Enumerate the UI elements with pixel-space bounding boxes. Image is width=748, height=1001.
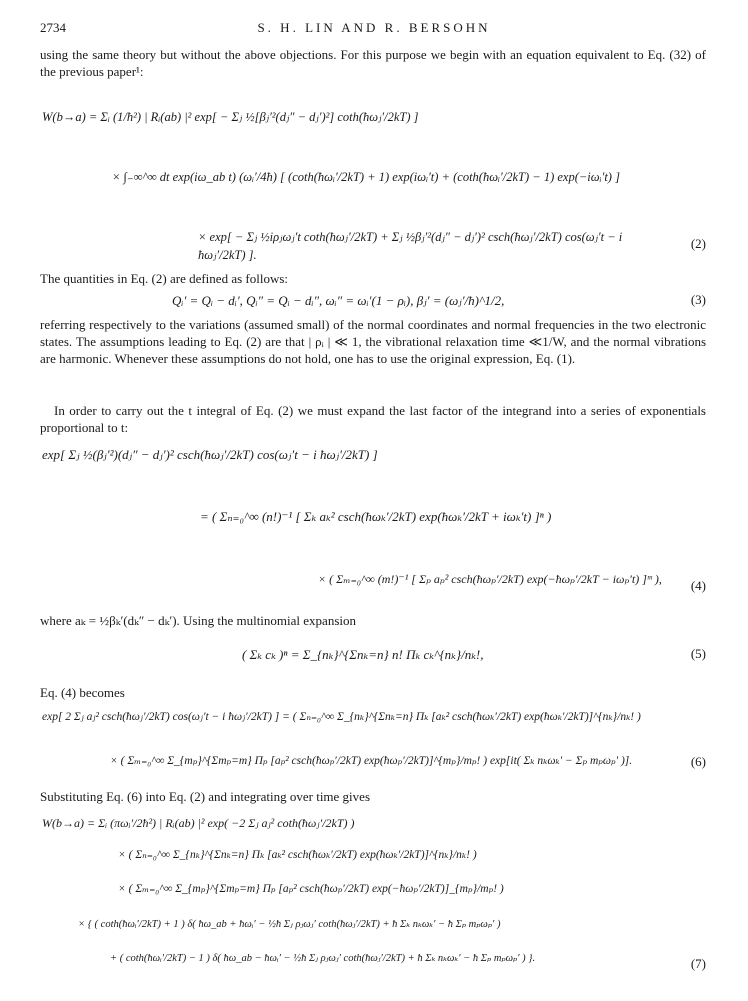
equation-number-2: (2) (690, 236, 706, 251)
paragraph-multinomial: where aₖ = ½βₖ′(dₖ″ − dₖ′). Using the multinomial expansion (40, 613, 356, 628)
paragraph-intro: using the same theory but without the above objections. For this purpose we begin with an equation equivalent to Eq. (32) of the previous paper¹: (40, 47, 706, 79)
paragraph-substituting: Substituting Eq. (6) into Eq. (2) and integrating over time gives (40, 789, 371, 804)
paragraph-expansion: In order to carry out the t integral of Eq. (2) we must expand the last factor of the integrand into a series of exponentials proportional to t: (40, 403, 706, 435)
equation-number-5: (5) (690, 646, 706, 661)
equation-number-7: (7) (690, 956, 706, 971)
equation-7-line-1: W(b→a) = Σᵢ (πωᵢ′/2ħ²) | Rᵢ(ab) |² exp( −2 Σⱼ aⱼ² coth(ħωⱼ′/2kT) ) (42, 816, 355, 830)
equation-number-3: (3) (690, 292, 706, 307)
equation-5: ( Σₖ cₖ )ⁿ = Σ_{nₖ}^{Σnₖ=n} n! Πₖ cₖ^{nₖ}/nₖ!, (242, 647, 484, 662)
equation-number-6: (6) (690, 754, 706, 769)
equation-2-line-3: × exp[ − Σⱼ ½iρⱼωⱼ′t coth(ħωⱼ′/2kT) + Σⱼ ½βⱼ′²(dⱼ″ − dⱼ′)² csch(ħωⱼ′/2kT) cos(ωⱼ′t − i ħωⱼ′/2kT) ]. (198, 230, 623, 262)
equation-2-line-2: × ∫₋∞^∞ dt exp(iω_ab t) (ωᵢ′/4ħ) [ (coth(ħωᵢ′/2kT) + 1) exp(iωᵢ′t) + (coth(ħωᵢ′/2kT) − 1) exp(−iωᵢ′t) ] (112, 170, 620, 184)
running-title: S. H. LIN AND R. BERSOHN (257, 20, 491, 35)
equation-4-line-2: = ( Σₙ₌₀^∞ (n!)⁻¹ [ Σₖ aₖ² csch(ħωₖ′/2kT) exp(ħωₖ′/2kT + iωₖ′t) ]ⁿ ) (200, 509, 552, 524)
equation-4-line-1: exp[ Σⱼ ½(βⱼ′²)(dⱼ″ − dⱼ′)² csch(ħωⱼ′/2kT) cos(ωⱼ′t − i ħωⱼ′/2kT) ] (42, 447, 378, 462)
running-header (40, 20, 708, 40)
page-number: 2734 (40, 20, 66, 35)
paragraph-eq4-becomes: Eq. (4) becomes (40, 685, 125, 700)
equation-6-line-2: × ( Σₘ₌₀^∞ Σ_{mₚ}^{Σmₚ=m} Πₚ [aₚ² csch(ħωₚ′/2kT) exp(ħωₚ′/2kT)]^{mₚ}/mₚ! ) exp[it( Σₖ nₖωₖ′ − Σₚ mₚωₚ′ )]. (110, 755, 633, 767)
equation-7-line-4: × { ( coth(ħωᵢ′/2kT) + 1 ) δ( ħω_ab + ħωᵢ′ − ½ħ Σⱼ ρⱼωⱼ′ coth(ħωⱼ′/2kT) + ħ Σₖ nₖωₖ′ − ħ Σₚ mₚωₚ′ ) (78, 919, 501, 930)
paragraph-definitions: The quantities in Eq. (2) are defined as follows: (40, 271, 289, 286)
equation-7-line-5: + ( coth(ħωᵢ′/2kT) − 1 ) δ( ħω_ab − ħωᵢ′ − ½ħ Σⱼ ρⱼωⱼ′ coth(ħωⱼ′/2kT) + ħ Σₖ nₖωₖ′ − ħ Σₚ mₚωₚ′ ) }. (110, 953, 536, 964)
paragraph-assumptions: referring respectively to the variations (assumed small) of the normal coordinates and normal frequencies in the two electronic states. The assumptions leading to Eq. (2) are that | ρᵢ | ≪ 1, the vibrational relaxation time ≪1/W, and the normal vibrations are harmonic. Whenever these assumptions do not hold, one has to use the original expression, Eq. (1). (40, 317, 706, 366)
equation-2-line-1: W(b→a) = Σᵢ (1/ħ²) | Rᵢ(ab) |² exp[ − Σⱼ ½[βⱼ′²(dⱼ″ − dⱼ′)²] coth(ħωⱼ′/2kT) ] (42, 110, 419, 124)
equation-4-line-3: × ( Σₘ₌₀^∞ (m!)⁻¹ [ Σₚ aₚ² csch(ħωₚ′/2kT) exp(−ħωₚ′/2kT − iωₚ′t) ]ᵐ ), (318, 572, 662, 586)
equation-number-4: (4) (690, 578, 706, 593)
equation-7-line-2: × ( Σₙ₌₀^∞ Σ_{nₖ}^{Σnₖ=n} Πₖ [aₖ² csch(ħωₖ′/2kT) exp(ħωₖ′/2kT)]^{nₖ}/nₖ! ) (118, 849, 477, 861)
equation-7-line-3: × ( Σₘ₌₀^∞ Σ_{mₚ}^{Σmₚ=m} Πₚ [aₚ² csch(ħωₚ′/2kT) exp(−ħωₚ′/2kT)]_{mₚ}/mₚ! ) (118, 883, 504, 895)
equation-6-line-1: exp[ 2 Σⱼ aⱼ² csch(ħωⱼ′/2kT) cos(ωⱼ′t − i ħωⱼ′/2kT) ] = ( Σₙ₌₀^∞ Σ_{nₖ}^{Σnₖ=n} Πₖ [aₖ² csch(ħωₖ′/2kT) exp(ħωₖ′/2kT)]^{nₖ}/nₖ! ) (42, 711, 641, 723)
equation-3: Qᵢ′ = Qᵢ − dᵢ′, Qᵢ″ = Qᵢ − dᵢ″, ωᵢ″ = ωᵢ′(1 − ρᵢ), βⱼ′ = (ωⱼ′/ħ)^1/2, (172, 293, 505, 308)
